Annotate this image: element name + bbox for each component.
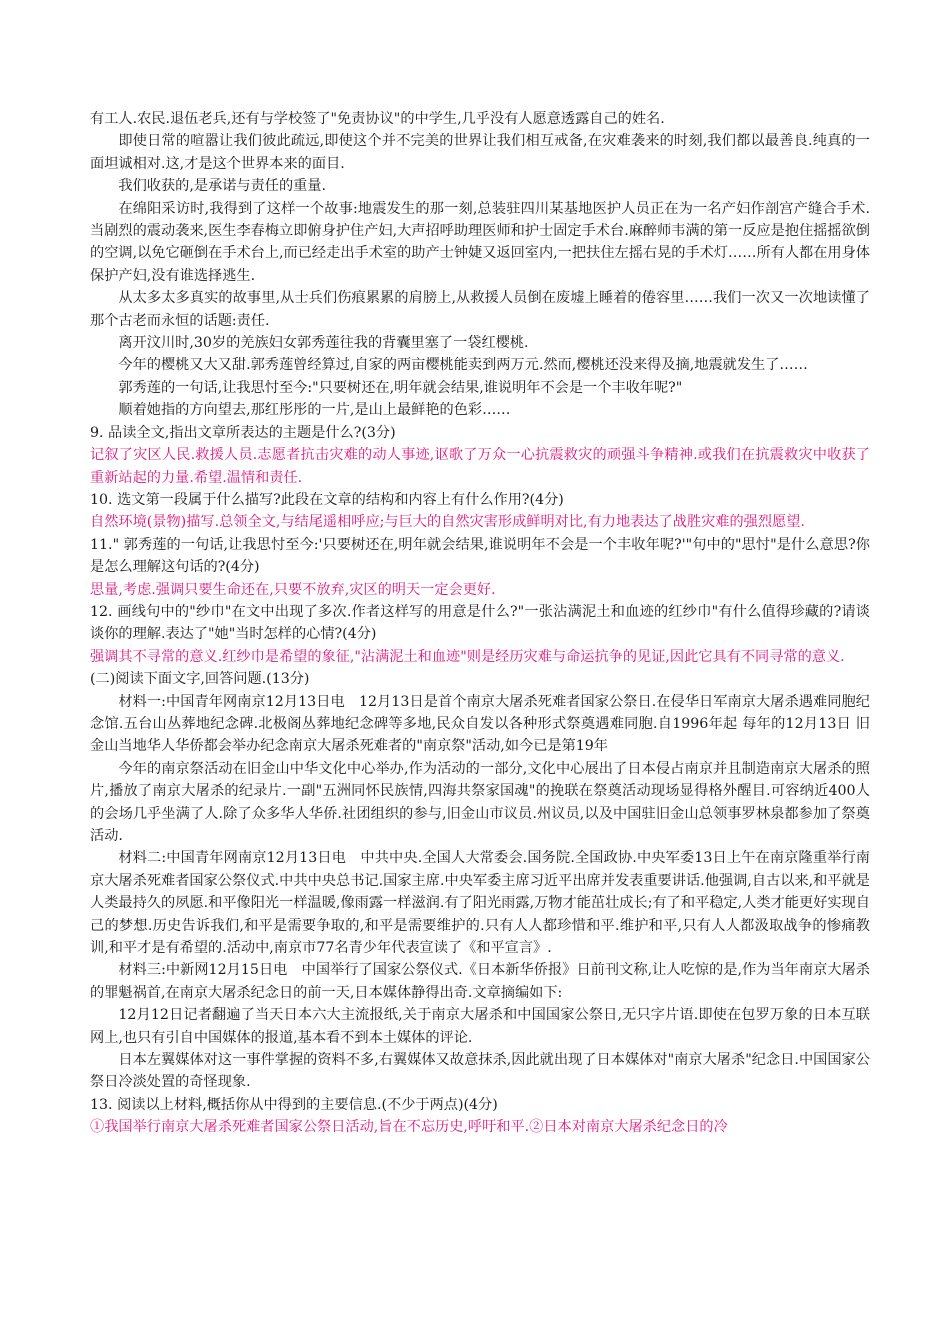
material-1: 材料一:中国青年网南京12月13日电 12月13日是首个南京大屠杀死难者国家公祭日.在侵华日军南京大屠杀遇难同胞纪念馆.五台山丛葬地纪念碑.北极阁丛葬地纪念碑等多地,民众自发以各种形式祭奠遇难同胞.自1996年起 每年的12月13日 旧金山当地华人华侨都会举办纪念南京大屠杀死难者的"南京祭"活动,如今已是第19年	[90, 693, 870, 755]
question-10: 10. 选文第一段属于什么描写?此段在文章的结构和内容上有什么作用?(4分)	[90, 491, 564, 508]
paragraph-6: 离开汶川时,30岁的羌族妇女郭秀莲往我的背囊里塞了一袋红樱桃.	[118, 335, 529, 352]
answer-9: 记叙了灾区人民.救援人员.志愿者抗击灾难的动人事迹,讴歌了万众一心抗震救灾的顽强斗争精神.或我们在抗震救灾中收获了重新站起的力量.希望.温情和责任.	[90, 447, 870, 486]
answer-12: 强调其不寻常的意义.红纱巾是希望的象征,"沾满泥土和血迹"则是经历灾难与命运抗争的见证,因此它具有不同寻常的意义.	[90, 648, 845, 665]
answer-10: 自然环境(景物)描写.总领全文,与结尾遥相呼应;与巨大的自然灾害形成鲜明对比,有力地表达了战胜灾难的强烈愿望.	[90, 514, 805, 531]
question-9: 9. 品读全文,指出文章所表达的主题是什么?(3分)	[90, 424, 396, 441]
paragraph-9: 顺着她指的方向望去,那红彤彤的一片,是山上最鲜艳的色彩……	[118, 402, 511, 419]
question-12: 12. 画线句中的"纱巾"在文中出现了多次.作者这样写的用意是什么?"一张沾满泥土和血迹的红纱巾"有什么值得珍藏的?请谈谈你的理解.表达了"她"当时怎样的心情?(4分)	[90, 603, 870, 643]
material-3-excerpt-2: 日本左翼媒体对这一事件掌握的资料不多,右翼媒体又故意抹杀,因此就出现了日本媒体对"南京大屠杀"纪念日.中国国家公祭日冷淡处置的奇怪现象.	[90, 1052, 870, 1091]
paragraph-4: 在绵阳采访时,我得到了这样一个故事:地震发生的那一刻,总装驻四川某基地医护人员正在为一名产妇作剖宫产缝合手术.当剧烈的震动袭来,医生李春梅立即俯身护住产妇,大声招呼助理医师和护士固定手术台.麻醉师韦满的第一反应是抱住摇摇欲倒的空调,以免它砸倒在手术台上,而已经走出手术室的助产士钟婕又返回室内,一把扶住左摇右晃的手术灯……所有人都在用身体保护产妇,没有谁选择逃生.	[90, 200, 870, 284]
material-3: 材料三:中新网12月15日电 中国举行了国家公祭仪式.《日本新华侨报》日前刊文称,让人吃惊的是,作为当年南京大屠杀的罪魁祸首,在南京大屠杀纪念日的前一天,日本媒体静得出奇.文章摘编如下:	[90, 962, 870, 1001]
paragraph-7: 今年的樱桃又大又甜.郭秀莲曾经算过,自家的两亩樱桃能卖到两万元.然而,樱桃还没来得及摘,地震就发生了……	[118, 357, 808, 374]
material-1-continued: 今年的南京祭活动在旧金山中华文化中心举办,作为活动的一部分,文化中心展出了日本侵占南京并且制造南京大屠杀的照片,播放了南京大屠杀的纪录片.一副"五洲同怀民族情,四海共祭家国魂"的挽联在祭奠活动现场显得格外醒目.可容纳近400人的会场几乎坐满了人.除了众多华人华侨.社团组织的参与,旧金山市议员.州议员,以及中国驻旧金山总领事罗林泉都参加了祭奠活动.	[90, 760, 870, 844]
answer-11: 思量,考虑.强调只要生命还在,只要不放弃,灾区的明天一定会更好.	[90, 581, 496, 598]
document-page	[90, 108, 870, 1139]
paragraph-3: 我们收获的,是承诺与责任的重量.	[118, 178, 327, 195]
material-3-excerpt-1: 12月12日记者翻遍了当天日本六大主流报纸,关于南京大屠杀和中国国家公祭日,无只字片语.即使在包罗万象的日本互联网上,也只有引自中国媒体的报道,基本看不到本土媒体的评论.	[90, 1007, 870, 1046]
paragraph-5: 从太多太多真实的故事里,从士兵们伤痕累累的肩膀上,从救援人员倒在废墟上睡着的倦容里……我们一次又一次地读懂了那个古老而永恒的话题:责任.	[90, 290, 870, 329]
paragraph-2: 即使日常的喧嚣让我们彼此疏远,即使这个并不完美的世界让我们相互戒备,在灾难袭来的时刻,我们都以最善良.纯真的一面坦诚相对.这,才是这个世界本来的面目.	[90, 133, 870, 172]
material-2: 材料二:中国青年网南京12月13日电 中共中央.全国人大常委会.国务院.全国政协.中央军委13日上午在南京隆重举行南京大屠杀死难者国家公祭仪式.中共中央总书记.国家主席.中央军委主席习近平出席并发表重要讲话.他强调,自古以来,和平就是人类最持久的夙愿.和平像阳光一样温暖,像雨露一样滋润.有了阳光雨露,万物才能茁壮成长;有了和平稳定,人类才能更好实现自己的梦想.历史告诉我们,和平是需要争取的,和平是需要维护的.只有人人都珍惜和平.维护和平,只有人人都汲取战争的惨痛教训,和平才是有希望的.活动中,南京市77名青少年代表宣读了《和平宣言》.	[90, 850, 870, 957]
paragraph-1: 有工人.农民.退伍老兵,还有与学校签了"免责协议"的中学生,几乎没有人愿意透露自己的姓名.	[90, 111, 665, 127]
question-11: 11." 郭秀莲的一句话,让我思忖至今:'只要树还在,明年就会结果,谁说明年不会是一个丰收年呢?'"句中的"思忖"是什么意思?你是怎么理解这句话的?(4分)	[90, 536, 870, 576]
answer-13: ①我国举行南京大屠杀死难者国家公祭日活动,旨在不忘历史,呼吁和平.②日本对南京大屠杀纪念日的冷	[90, 1119, 728, 1136]
section-heading: (二)阅读下面文字,回答问题.(13分)	[90, 671, 310, 688]
question-13: 13. 阅读以上材料,概括你从中得到的主要信息.(不少于两点)(4分)	[90, 1096, 498, 1113]
paragraph-8: 郭秀莲的一句话,让我思忖至今:"只要树还在,明年就会结果,谁说明年不会是一个丰收年呢?"	[118, 379, 683, 396]
